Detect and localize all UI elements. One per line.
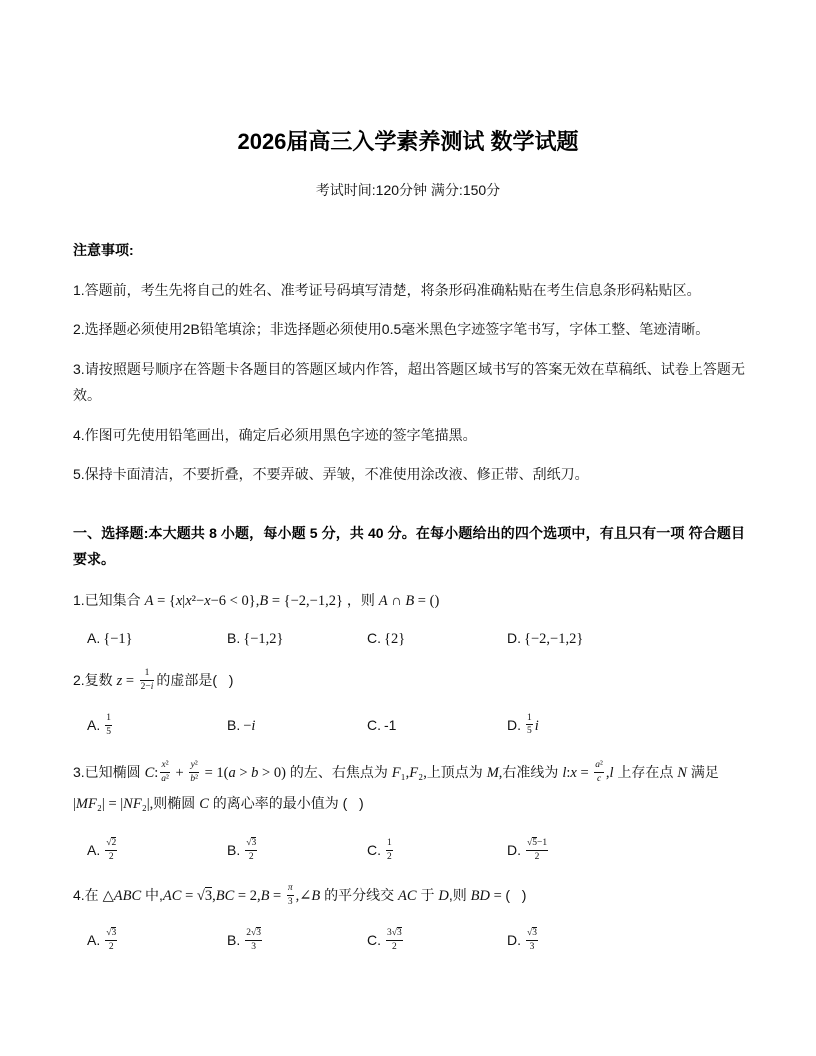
question-4-stem [73, 882, 745, 909]
option-c [367, 625, 507, 652]
math-variable: a [161, 773, 167, 784]
fraction-denominator: 3 [251, 941, 256, 952]
math-variable: a [595, 760, 600, 771]
math-variable: N [677, 765, 687, 781]
option-b [227, 927, 367, 953]
option-label: B. [227, 629, 241, 646]
option-label: C. [367, 841, 381, 858]
notice-item-5: 5.保持卡面清洁，不要折叠，不要弄破、弄皱，不准使用涂改液、修正带、刮纸刀。 [73, 466, 589, 482]
stem-text: 中, [141, 887, 163, 903]
fraction-denominator: b² [190, 773, 198, 784]
notice-item-2: 2.选择题必须使用2B铅笔填涂；非选择题必须使用0.5毫米黑色字迹签字笔书写，字体工整、笔迹清晰。 [73, 321, 710, 337]
math-variable: x [161, 760, 166, 771]
math-variable: x [185, 593, 192, 609]
fraction-numerator: 1 [526, 713, 533, 726]
question-3-stem-line-1 [73, 759, 745, 786]
question-3-stem-line-2 [73, 790, 745, 817]
exam-title: 2026届高三入学素养测试 数学试题 [237, 129, 579, 154]
fraction-numerator: x² [160, 760, 170, 773]
notice-item-4: 4.作图可先使用铅笔画出，确定后必须用黑色字迹的签字笔描黑。 [73, 427, 477, 443]
fraction [105, 928, 117, 952]
notice-item-3: 3.请按照题号顺序在答题卡各题目的答题区域内作答，超出答题区域书写的答案无效在草稿纸、试卷上答题无效。 [73, 361, 745, 403]
stem-text: 于 [416, 887, 439, 903]
math-variable: B [122, 888, 132, 904]
math-variable: π [287, 883, 293, 894]
math-variable: i [150, 681, 154, 692]
math-variable: l [609, 765, 614, 781]
math-variable: i [534, 717, 539, 734]
fraction-denominator: 2 [248, 851, 254, 862]
stem-math [438, 888, 448, 904]
stem-text: 3.已知椭圆 [73, 764, 145, 780]
math-variable: C [406, 888, 417, 904]
question-2-stem [73, 667, 745, 694]
notice-item-1: 1.答题前，考生先将自己的姓名、准考证号码填写清楚，将条形码准确粘贴在考生信息条形码粘贴区。 [73, 282, 701, 298]
math-variable: b [251, 765, 259, 781]
radicand: 3 [251, 838, 257, 849]
fraction-denominator: 5 [527, 726, 532, 737]
math-variable: B [260, 888, 270, 904]
stem-text: 的平分线交 [320, 887, 399, 903]
square-root: √3 [527, 928, 537, 939]
fraction-denominator: 2−i [140, 681, 154, 692]
fraction-numerator: y² [189, 760, 199, 773]
radicand: 5 [532, 838, 537, 849]
square-root: √3 [250, 928, 261, 939]
square-root: √3 [391, 928, 402, 939]
stem-text: 上顶点为 [426, 764, 487, 780]
math-variable: z [116, 673, 123, 689]
exam-time-and-score: 考试时间:120分钟 满分:150分 [315, 182, 501, 198]
math-variable: B [405, 593, 415, 609]
math-variable: i [251, 717, 256, 734]
math-variable: F [391, 765, 401, 781]
fraction [287, 883, 294, 907]
option-d [507, 837, 647, 863]
stem-text: 2.复数 [73, 672, 117, 688]
option-label: B. [227, 716, 241, 733]
fraction-denominator: 2 [391, 941, 397, 952]
option-d [507, 712, 647, 739]
option-value: -1 [384, 717, 397, 733]
option-label: B. [227, 931, 241, 948]
option-a [87, 927, 227, 953]
stem-text: 4.在 [73, 887, 103, 903]
fraction-denominator: a² [161, 773, 169, 784]
fraction-numerator: a² [594, 760, 604, 773]
radicand: 3 [111, 928, 117, 939]
question-1-stem [73, 587, 745, 614]
stem-math: ,∠B [295, 888, 321, 904]
stem-math: C: [144, 765, 159, 781]
math-variable: b [190, 773, 196, 784]
option-label: D. [507, 629, 521, 646]
option-b [227, 712, 367, 739]
radicand: 3 [532, 928, 537, 939]
option-label: D. [507, 841, 521, 858]
fraction-denominator: 2 [387, 851, 392, 862]
stem-math: l:x = [562, 765, 589, 781]
math-variable: A [378, 593, 388, 609]
stem-math: + [175, 765, 184, 781]
option-b [227, 837, 367, 863]
math-variable: F [409, 765, 419, 781]
math-variable: C [224, 888, 235, 904]
math-variable: x [175, 593, 183, 609]
option-label: C. [367, 717, 381, 733]
stem-text: 的左、右焦点为 [285, 764, 392, 780]
stem-math: △ABC [102, 888, 142, 904]
math-variable: A [398, 888, 407, 904]
fraction-denominator: 2 [534, 851, 540, 862]
stem-text: 右准线为 [502, 764, 563, 780]
math-variable: C [171, 888, 182, 904]
stem-math: AC = √3,BC = 2,B = [162, 888, 282, 904]
math-variable: A [144, 593, 154, 609]
fraction [526, 838, 548, 862]
math-variable: A [162, 888, 172, 904]
math-variable: C [144, 765, 155, 781]
question-2-options [87, 712, 687, 738]
math-variable: c [596, 773, 602, 784]
stem-text: 上存在点 [613, 764, 678, 780]
radicand: 3 [204, 888, 213, 904]
option-label: C. [367, 931, 381, 948]
option-label: A. [87, 931, 101, 948]
square-root: √3 [196, 888, 213, 904]
option-c [367, 712, 507, 738]
option-c [367, 837, 507, 863]
stem-text: 的虚部是( ) [156, 672, 234, 688]
section-heading: 一、选择题:本大题共 8 小题，每小题 5 分，共 40 分。在每小题给出的四个选项中，有且只有一项 符合题目要求。 [73, 525, 745, 567]
math-variable: B [470, 888, 480, 904]
stem-math: = 1(a > b > 0) [204, 765, 286, 781]
fraction-numerator: √5−1 [526, 838, 548, 851]
fraction-numerator [105, 928, 117, 941]
square-root: √2 [106, 838, 117, 849]
math-variable: l [562, 765, 567, 781]
math-variable: C [131, 888, 142, 904]
stem-math [677, 765, 687, 781]
stem-math: |MF₂| = |NF₂|, [73, 796, 154, 812]
fraction [189, 760, 199, 784]
math-variable: M [75, 796, 88, 812]
question-4-options [87, 927, 687, 953]
math-variable: y [190, 760, 195, 771]
option-label: B. [227, 841, 241, 858]
fraction [526, 713, 533, 737]
stem-text: 则椭圆 [153, 795, 200, 811]
fraction-numerator: 1 [105, 713, 112, 726]
option-label: D. [507, 931, 521, 948]
stem-math: A ∩ B = () [378, 593, 440, 609]
fraction-denominator: 3 [529, 941, 535, 952]
fraction [105, 838, 117, 862]
stem-math: BD = [470, 888, 502, 904]
stem-math: ,l [605, 765, 614, 781]
option-b [227, 625, 367, 652]
radicand: 2 [111, 838, 117, 849]
fraction [386, 838, 393, 862]
stem-math [199, 796, 209, 812]
fraction-numerator [245, 838, 257, 851]
fraction-numerator: 3√3 [386, 928, 403, 941]
option-c [367, 927, 507, 953]
option-a [87, 712, 227, 738]
fraction-numerator: 2√3 [245, 928, 262, 941]
option-label: D. [507, 716, 521, 733]
square-root: √3 [246, 838, 257, 849]
math-variable: N [123, 796, 133, 812]
stem-text: ，则 [342, 592, 379, 608]
option-a [87, 625, 227, 652]
stem-text: 的离心率的最小值为 ( ) [208, 795, 364, 811]
stem-math [398, 888, 417, 904]
fraction [526, 928, 538, 952]
option-d [507, 625, 647, 652]
fraction-denominator: 5 [106, 726, 111, 737]
option-value: {−1,2} [243, 630, 284, 647]
math-variable: x [204, 593, 211, 609]
fraction-numerator [526, 928, 538, 941]
fraction [245, 928, 262, 952]
fraction [245, 838, 257, 862]
notice-heading: 注意事项: [73, 242, 134, 258]
option-value: {2} [384, 630, 406, 647]
option-d [507, 927, 647, 953]
math-variable: F [132, 796, 142, 812]
stem-text: ,则 [448, 887, 471, 903]
option-a [87, 837, 227, 863]
square-root: √3 [106, 928, 117, 939]
option-label: A. [87, 629, 101, 646]
math-variable: A [113, 888, 123, 904]
fraction-denominator: 2 [108, 941, 114, 952]
fraction-numerator: 1 [140, 668, 155, 681]
math-variable: x [570, 765, 577, 781]
option-value: {−2,−1,2} [524, 630, 584, 647]
math-variable: F [88, 796, 97, 812]
fraction [140, 668, 155, 692]
stem-math: z = [116, 673, 135, 689]
math-variable: D [479, 888, 490, 904]
fraction-denominator: 2 [108, 851, 114, 862]
radicand: 3 [396, 928, 402, 939]
stem-math: F₁,F₂, [391, 765, 427, 781]
fraction-numerator [105, 838, 117, 851]
fraction [160, 760, 170, 784]
stem-text: ( ) [505, 887, 527, 903]
option-value: −i [243, 717, 256, 734]
radicand: 3 [256, 928, 261, 939]
fraction [386, 928, 403, 952]
math-variable: M [486, 765, 499, 781]
stem-text: 1.已知集合 [73, 592, 145, 608]
fraction-numerator: 1 [386, 838, 393, 851]
stem-math: A = {x|x²−x−6 < 0},B = {−2,−1,2} [144, 593, 343, 609]
fraction [594, 760, 604, 784]
math-variable: B [311, 888, 321, 904]
fraction [105, 713, 112, 737]
question-3-options [87, 837, 687, 863]
stem-text: 满足 [686, 764, 719, 780]
math-variable: D [438, 888, 449, 904]
math-variable: B [259, 593, 269, 609]
stem-math: M, [486, 765, 503, 781]
fraction-denominator [594, 773, 604, 785]
option-label: A. [87, 841, 101, 858]
math-variable: C [199, 796, 209, 812]
option-label: C. [367, 629, 381, 646]
option-value: {−1} [103, 630, 133, 647]
math-variable: B [215, 888, 225, 904]
option-label: A. [87, 716, 101, 733]
square-root: √5 [527, 838, 537, 849]
question-1-options [87, 625, 687, 651]
option-value-suffix [535, 718, 539, 734]
fraction-numerator [287, 883, 294, 896]
math-variable: a [228, 765, 236, 781]
fraction-denominator: 3 [287, 896, 293, 907]
